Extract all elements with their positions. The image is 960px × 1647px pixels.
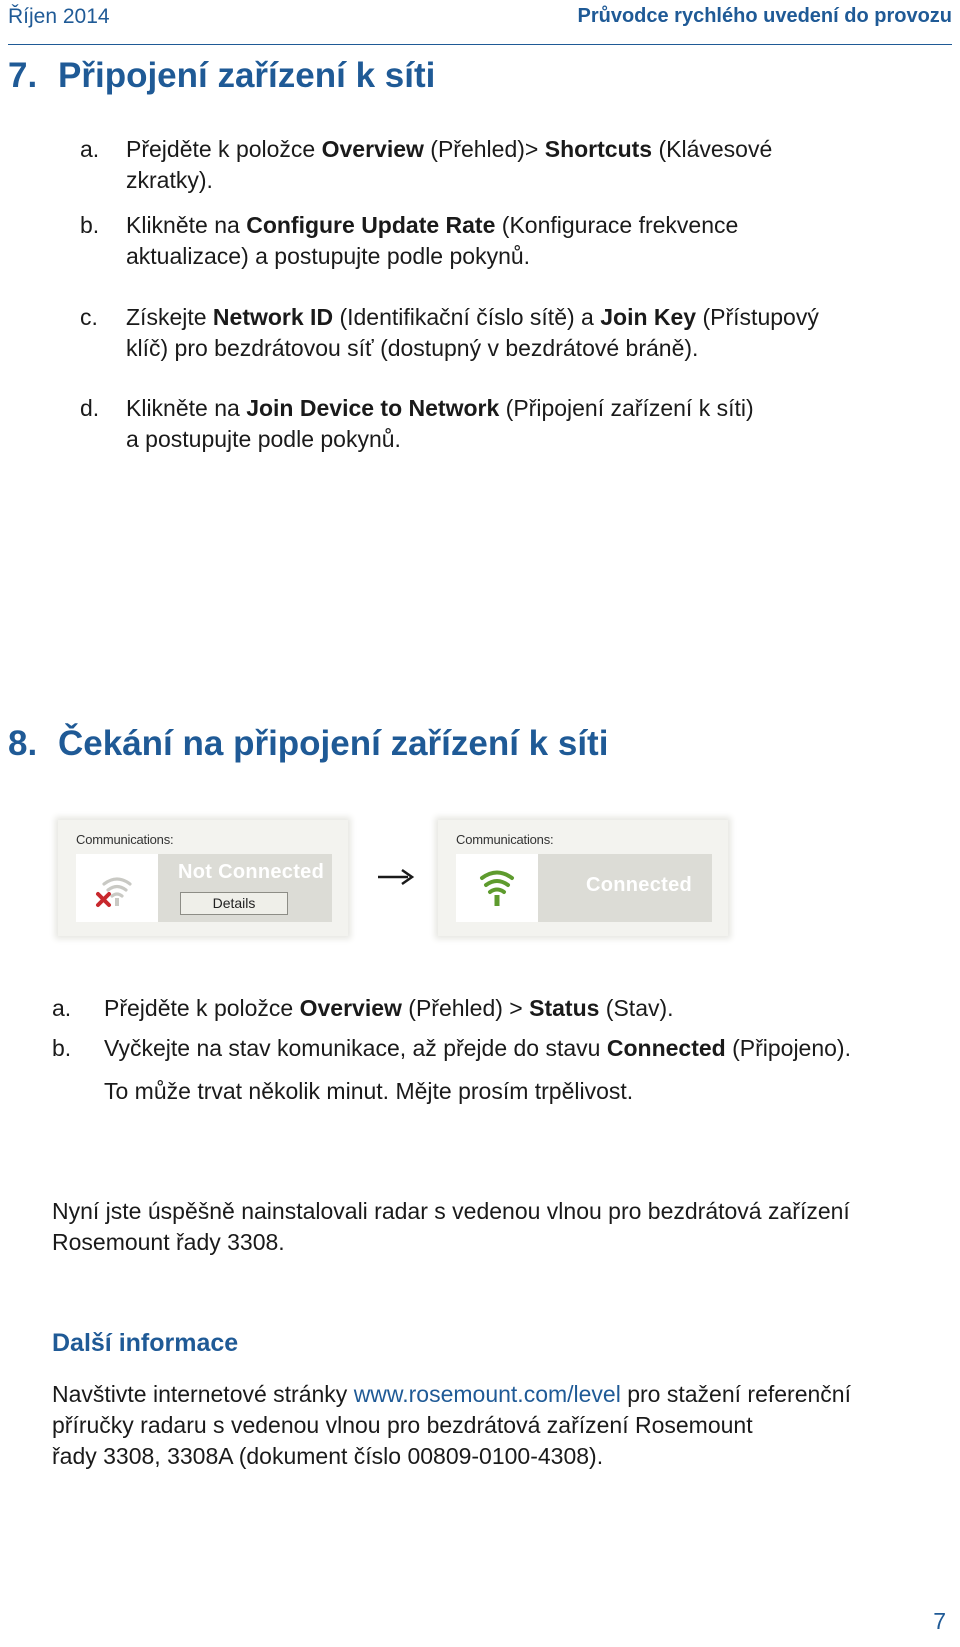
- step-bold-term: Connected: [606, 1035, 726, 1061]
- more-info-paragraph: [52, 1379, 851, 1472]
- arrow-right-icon: [376, 866, 416, 888]
- step-text: (Stav).: [599, 995, 674, 1021]
- details-button[interactable]: Details: [180, 892, 288, 915]
- communications-label: Communications:: [76, 832, 174, 847]
- step-text: Vyčkejte na stav komunikace, až přejde do stavu: [104, 1035, 607, 1061]
- step-bold-term: Join Device to Network: [246, 395, 500, 421]
- page-number: 7: [933, 1608, 946, 1634]
- communications-label: Communications:: [456, 832, 554, 847]
- more-info-text: řady 3308, 3308A (dokument číslo 00809-0100-4308).: [52, 1443, 604, 1469]
- section-7-step-c: [80, 302, 920, 364]
- wireless-error-icon: [76, 854, 158, 922]
- more-info-heading: Další informace: [52, 1329, 239, 1357]
- step-bold-term: Status: [529, 995, 600, 1021]
- section-7-heading: Připojení zařízení k síti: [58, 56, 436, 95]
- step-bold-term: Overview: [321, 136, 424, 162]
- section-7-step-a: [80, 134, 900, 196]
- step-label: d.: [80, 395, 100, 421]
- step-text: (Přístupový: [696, 304, 819, 330]
- section-8-step-b: [52, 1033, 932, 1113]
- section-7-title: [8, 56, 435, 96]
- section-8-title: [8, 724, 608, 764]
- step-bold-term: Shortcuts: [544, 136, 653, 162]
- rosemount-link[interactable]: www.rosemount.com/level: [353, 1381, 621, 1407]
- status-text: Connected: [586, 874, 693, 896]
- section-7-number: 7.: [8, 56, 38, 95]
- step-text: Klikněte na: [126, 395, 247, 421]
- more-info-text: příručky radaru s vedenou vlnou pro bezdrátová zařízení Rosemount: [52, 1412, 753, 1438]
- conclusion-paragraph: [52, 1196, 850, 1258]
- signal-area: [456, 854, 538, 922]
- section-8-heading: Čekání na připojení zařízení k síti: [58, 724, 609, 763]
- communications-panel-connected: [438, 820, 728, 936]
- step-label: b.: [80, 212, 100, 238]
- step-bold-term: Join Key: [600, 304, 697, 330]
- step-bold-term: Configure Update Rate: [246, 212, 496, 238]
- conclusion-line: Nyní jste úspěšně nainstalovali radar s vedenou vlnou pro bezdrátová zařízení: [52, 1198, 850, 1224]
- conclusion-line: Rosemount řady 3308.: [52, 1229, 285, 1255]
- section-8-step-a: [52, 993, 912, 1024]
- step-label: c.: [80, 304, 98, 330]
- step-label: b.: [52, 1035, 72, 1061]
- section-8-number: 8.: [8, 724, 38, 763]
- status-box: [76, 854, 332, 922]
- communications-panel-not-connected: [58, 820, 348, 936]
- more-info-text: pro stažení referenční: [620, 1381, 851, 1407]
- step-text: aktualizace) a postupujte podle pokynů.: [126, 243, 531, 269]
- step-text: (Klávesové: [652, 136, 773, 162]
- step-text: Přejděte k položce: [104, 995, 300, 1021]
- step-text: (Přehled)>: [423, 136, 545, 162]
- signal-area: [76, 854, 158, 922]
- status-text: Not Connected: [178, 861, 325, 883]
- step-text: a postupujte podle pokynů.: [126, 426, 401, 452]
- step-text: (Konfigurace frekvence: [495, 212, 739, 238]
- step-text: (Připojení zařízení k síti): [499, 395, 754, 421]
- section-7-step-b: [80, 210, 900, 272]
- header-guide-title: Průvodce rychlého uvedení do provozu: [577, 5, 952, 27]
- header-divider: [8, 44, 952, 45]
- status-box: [456, 854, 712, 922]
- wireless-connected-icon: [456, 854, 538, 922]
- step-bold-term: Network ID: [212, 304, 334, 330]
- step-text: (Připojeno).: [725, 1035, 851, 1061]
- step-text: (Přehled) >: [401, 995, 530, 1021]
- header-date: Říjen 2014: [8, 5, 110, 28]
- more-info-text: Navštivte internetové stránky: [52, 1381, 354, 1407]
- step-bold-term: Overview: [299, 995, 402, 1021]
- step-text: klíč) pro bezdrátovou síť (dostupný v bezdrátové bráně).: [126, 335, 699, 361]
- step-text: (Identifikační číslo sítě) a: [333, 304, 601, 330]
- step-text: Přejděte k položce: [126, 136, 322, 162]
- step-text: To může trvat několik minut. Mějte prosím trpělivost.: [104, 1078, 634, 1104]
- step-text: zkratky).: [126, 167, 213, 193]
- step-text: Klikněte na: [126, 212, 247, 238]
- step-text: Získejte: [126, 304, 213, 330]
- step-label: a.: [80, 136, 100, 162]
- section-7-step-d: [80, 393, 900, 455]
- step-label: a.: [52, 995, 72, 1021]
